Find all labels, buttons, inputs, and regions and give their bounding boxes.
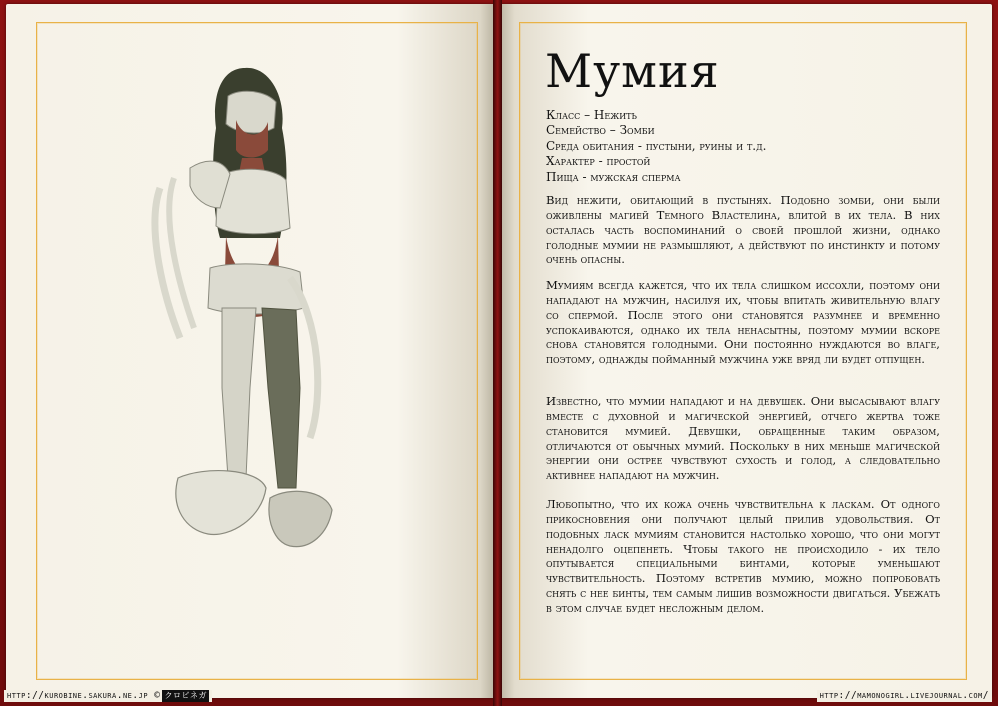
page-title: Мумия xyxy=(545,44,720,98)
paragraph: Вид нежити, обитающий в пустынях. Подобно зомби, они были оживлены магией Темного Властелина, влитой в их тела. В них осталась часть воспоминаний о своей прошлой жизни, однако голодные мумии не размышляют, а действуют по инстинкту и потому очень опасны. xyxy=(546,193,940,267)
book-spine xyxy=(493,0,502,706)
paragraph: Известно, что мумии нападают и на девушек. Они высасывают влагу вместе с духовной и магической энергией, отчего жертва тоже становится мумией. Девушки, обращенные таким образом, отличаются от обычных мумий. Поскольку в них меньше магической энергии они острее чувствуют сухость и голод, а следовательно активнее нападают на мужчин. xyxy=(546,394,940,483)
paragraph: Любопытно, что их кожа очень чувствительна к ласкам. От одного прикосновения они получают целый прилив удовольствия. От подобных ласк мумиям становится настолько хорошо, что они могут ненадолго оцепенеть. Чтобы такого не происходило - их тело опутывается специальными бинтами, которые уменьшают чувствительность. Поэтому встретив мумию, можно попробовать снять с нее бинты, тем самым лишив возможности двигаться. Убежать в этом случае будет несложным делом. xyxy=(546,497,940,615)
mummy-girl-illustration xyxy=(150,58,370,618)
info-block xyxy=(546,108,766,185)
source-url-left[interactable]: http://kurobine.sakura.ne.jp © クロビネガ xyxy=(4,690,212,702)
info-row-food: Пища - мужская сперма xyxy=(546,169,681,184)
author-logo: クロビネガ xyxy=(164,691,207,700)
info-row-class: Класс – Нежить xyxy=(546,108,637,122)
paragraph: Мумиям всегда кажется, что их тела слишком иссохли, поэтому они нападают на мужчин, насилуя их, чтобы впитать живительную влагу со спермой. После этого они становятся разумнее и временно успокаиваются, однако их тела ненасытны, поэтому мумии вскоре снова становятся голодными. Они постоянно нуждаются во влаге, поэтому, однажды пойманный мужчина уже вряд ли будет отпущен. xyxy=(546,278,940,367)
source-url-right[interactable]: http://mamonogirl.livejournal.com/ xyxy=(817,690,992,702)
info-row-habitat: Среда обитания - пустыни, руины и т.д. xyxy=(546,138,767,153)
info-row-character: Характер - простой xyxy=(546,154,651,169)
info-row-family: Семейство – Зомби xyxy=(546,123,655,138)
